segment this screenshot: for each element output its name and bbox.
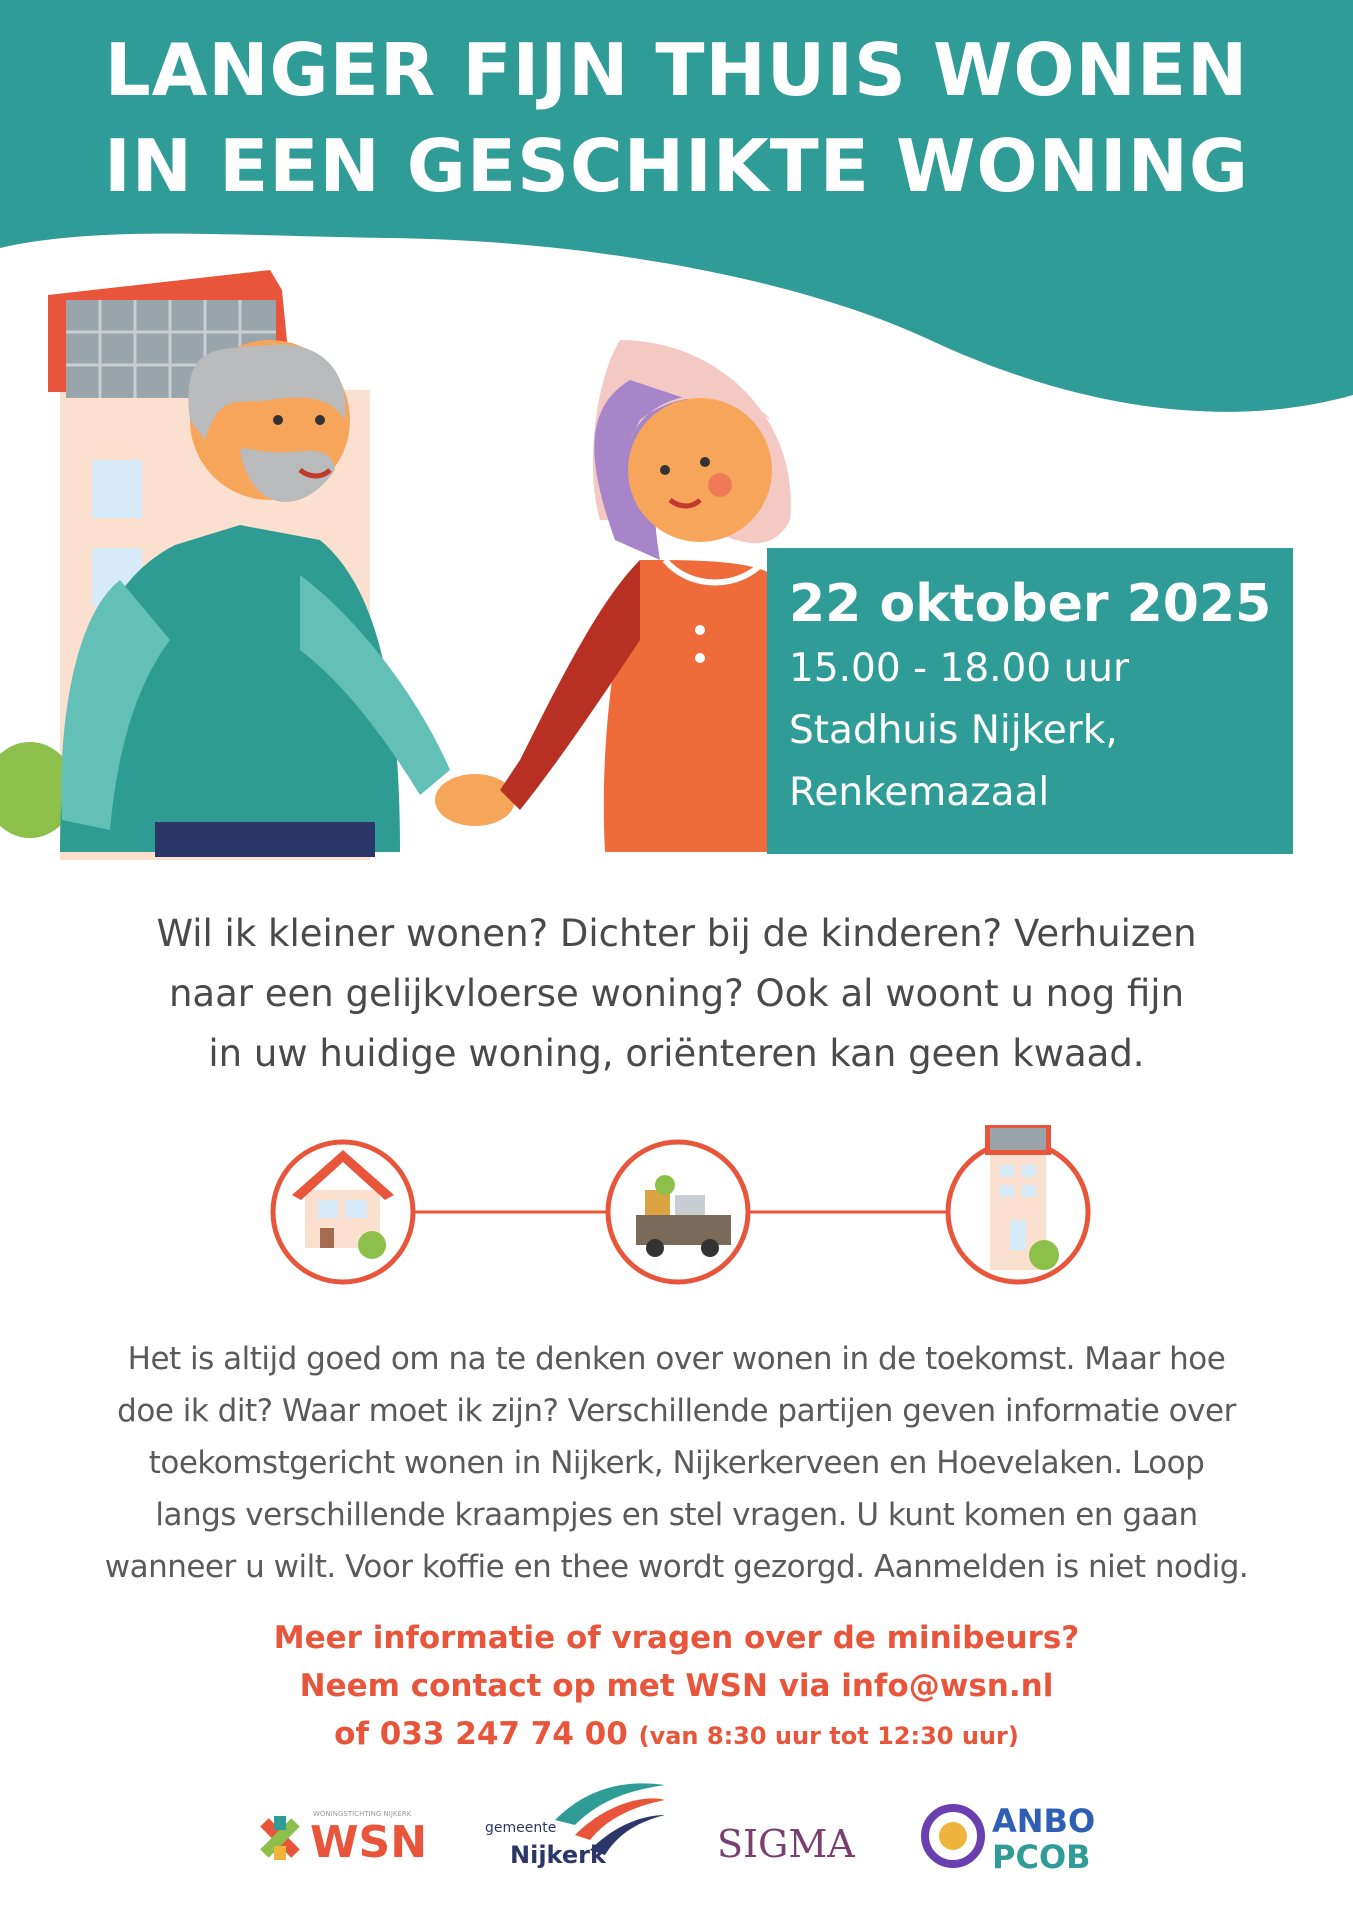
body-line: wanneer u wilt. Voor koffie en thee wordt gezorgd. Aanmelden is niet nodig.: [104, 1549, 1249, 1585]
pcob-text: PCOB: [992, 1838, 1091, 1876]
contact-line1: Meer informatie of vragen over de minibeurs?: [273, 1620, 1080, 1656]
partner-logos: [0, 1770, 1353, 1880]
page-title-line1: LANGER FIJN THUIS WONEN: [104, 28, 1249, 112]
contact-phone: of 033 247 74 00: [334, 1716, 628, 1752]
contact-info: [0, 1614, 1353, 1760]
intro-line: in uw huidige woning, oriënteren kan geen kwaad.: [208, 1032, 1145, 1075]
contact-line2: Neem contact op met WSN via info@wsn.nl: [299, 1668, 1054, 1704]
apartment-icon: [948, 1125, 1088, 1282]
elderly-woman-illustration: [500, 340, 794, 852]
wsn-small-text: WONINGSTICHTING NIJKERK: [313, 1810, 412, 1818]
event-date: 22 oktober 2025: [789, 574, 1272, 634]
event-time: 15.00 - 18.00 uur: [789, 646, 1130, 691]
gemeente-nijkerk-logo: [485, 1783, 665, 1869]
body-line: toekomstgericht wonen in Nijkerk, Nijkerkerveen en Hoevelaken. Loop: [148, 1445, 1205, 1481]
body-line: langs verschillende kraampjes en stel vragen. U kunt komen en gaan: [155, 1497, 1198, 1533]
intro-line: Wil ik kleiner wonen? Dichter bij de kinderen? Verhuizen: [156, 912, 1197, 955]
body-line: Het is altijd goed om na te denken over wonen in de toekomst. Maar hoe: [127, 1341, 1226, 1377]
wsn-text: WSN: [310, 1817, 428, 1868]
anbo-text: ANBO: [992, 1802, 1096, 1840]
moving-truck-icon: [608, 1142, 748, 1282]
contact-hours: (van 8:30 uur tot 12:30 uur): [638, 1722, 1019, 1750]
intro-line: naar een gelijkvloerse woning? Ook al woont u nog fijn: [168, 972, 1185, 1015]
gemeente-small-text: gemeente: [485, 1820, 557, 1836]
sigma-logo: [717, 1822, 855, 1866]
contact-line3: [0, 1710, 1353, 1760]
page-title-line2: IN EEN GESCHIKTE WONING: [103, 124, 1249, 208]
moving-timeline: [0, 1120, 1353, 1290]
event-location-line1: Stadhuis Nijkerk,: [789, 708, 1118, 753]
body-paragraph: [40, 1333, 1313, 1593]
gemeente-text: Nijkerk: [510, 1841, 606, 1869]
anbo-pcob-logo: [925, 1802, 1095, 1876]
event-location-line2: Renkemazaal: [789, 770, 1050, 815]
house-icon: [273, 1142, 413, 1282]
intro-paragraph: [70, 904, 1283, 1084]
event-info-box: [767, 548, 1293, 854]
body-line: doe ik dit? Waar moet ik zijn? Verschillende partijen geven informatie over: [117, 1393, 1236, 1429]
sigma-text: SIGMA: [717, 1822, 855, 1866]
wsn-logo: [260, 1810, 427, 1868]
